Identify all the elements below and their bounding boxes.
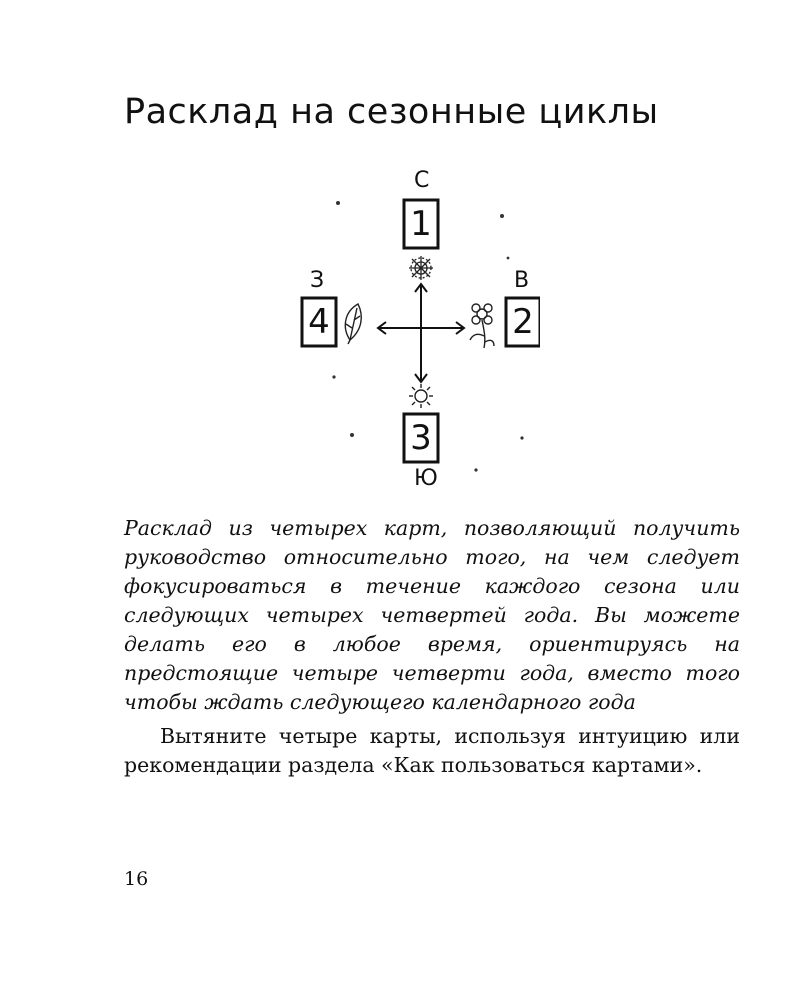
direction-north-label: С bbox=[414, 168, 430, 193]
intro-paragraph: Расклад из четырех карт, позволяющий получить руководство относительно того, на чем следует фокусироваться в течение каждого сезона или следующих четырех четвертей года. Вы можете делать его в любое время, ориентируясь на предстоящие четыре четверти года, вместо того чтобы ждать следующего календарного года bbox=[124, 516, 740, 714]
direction-west-label: З bbox=[310, 268, 325, 293]
direction-south-label: Ю bbox=[414, 466, 438, 491]
leaf-icon bbox=[345, 304, 361, 344]
sun-icon bbox=[409, 384, 433, 408]
spread-diagram bbox=[280, 160, 540, 500]
arrow-cross-icon bbox=[378, 284, 464, 382]
card-3-number: 3 bbox=[410, 418, 432, 458]
instruction-paragraph: Вытяните четыре карты, используя интуицию или рекомендации раздела «Как пользоваться картами». bbox=[124, 724, 740, 777]
page-title: Расклад на сезонные циклы bbox=[124, 92, 659, 132]
card-2-number: 2 bbox=[512, 302, 534, 342]
direction-east-label: В bbox=[514, 268, 530, 293]
sparkle-flower-icon bbox=[409, 256, 433, 280]
card-4-number: 4 bbox=[308, 302, 330, 342]
page-number: 16 bbox=[124, 868, 149, 890]
flower-icon bbox=[470, 304, 494, 348]
card-1-number: 1 bbox=[410, 204, 432, 244]
